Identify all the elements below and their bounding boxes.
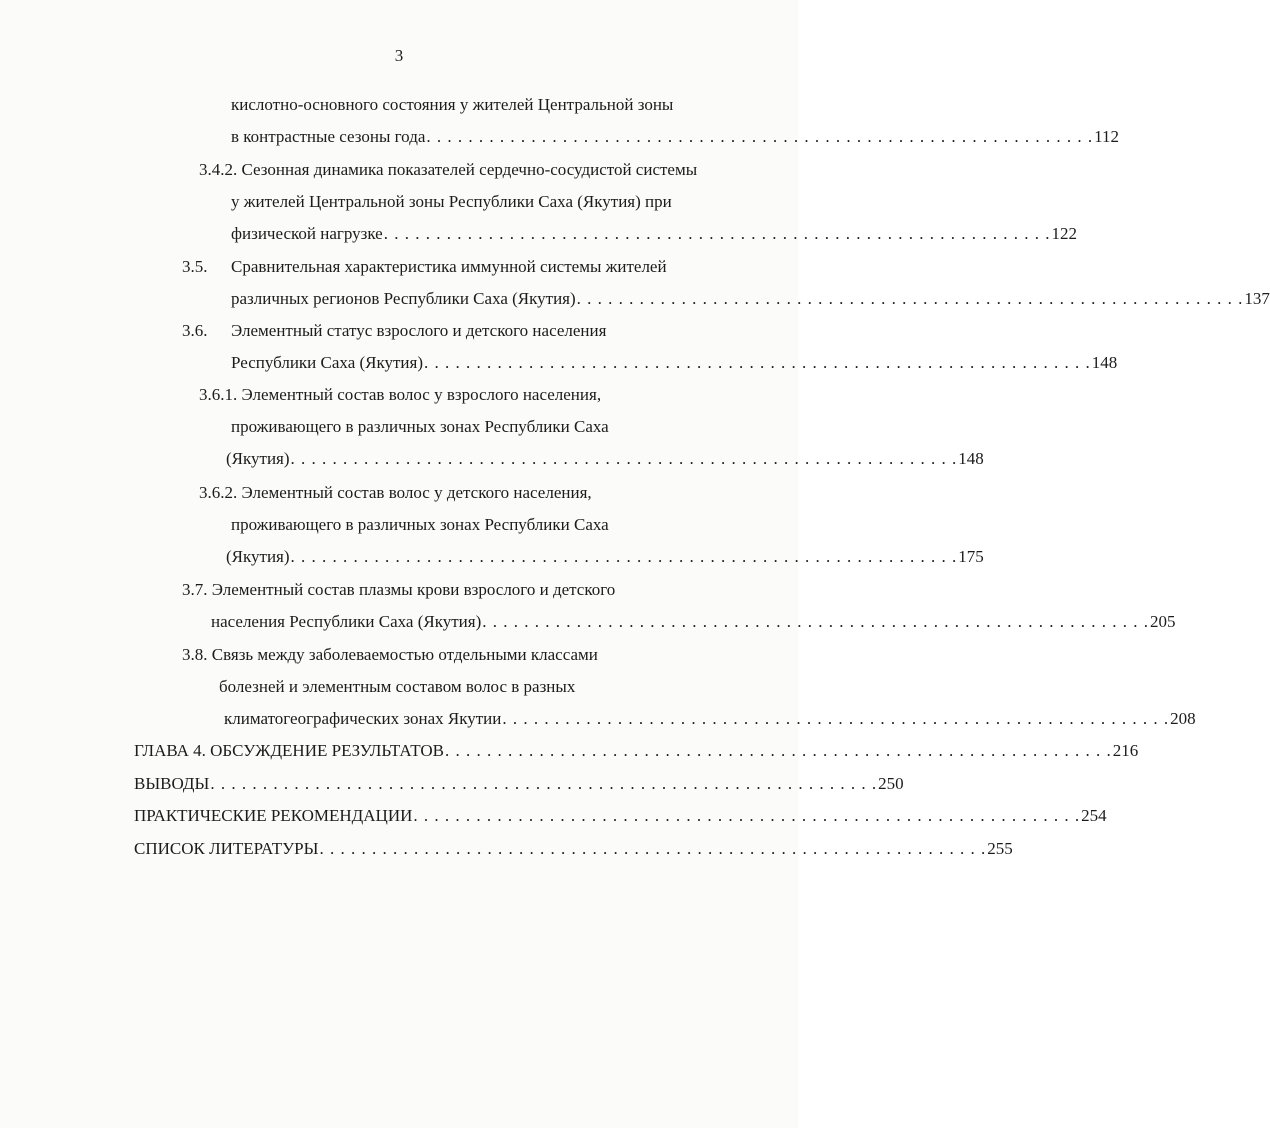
toc-entry-line[interactable] (134, 740, 1139, 762)
toc-page-number: 175 (958, 547, 984, 566)
dot-leader: . . . . . . . . . . . . . . . . . . . . . . . . . . . . . . . . . . . . . . . . . . . . . . . . . . . . . . . . . . . . . . . . (210, 774, 878, 793)
toc-entry-line: болезней и элементным составом волос в разных (219, 677, 576, 696)
dot-leader: . . . . . . . . . . . . . . . . . . . . . . . . . . . . . . . . . . . . . . . . . . . . . . . . . . . . . . . . . . . . . . . . (383, 224, 1051, 243)
toc-entry-line: проживающего в различных зонах Республики Саха (231, 515, 609, 534)
toc-page-number: 205 (1150, 612, 1176, 631)
dot-leader: . . . . . . . . . . . . . . . . . . . . . . . . . . . . . . . . . . . . . . . . . . . . . . . . . . . . . . . . . . . . . . . . (445, 741, 1112, 760)
toc-entry-line[interactable]: 3.6.2. Элементный состав волос у детского населения, (199, 483, 592, 502)
toc-entry-line[interactable] (231, 223, 1077, 245)
toc-section-number: 3.5. (182, 257, 208, 276)
toc-page-number: 208 (1170, 709, 1196, 728)
toc-entry-title: ГЛАВА 4. ОБСУЖДЕНИЕ РЕЗУЛЬТАТОВ (134, 741, 444, 760)
toc-page-number: 148 (958, 449, 984, 468)
toc-entry-line[interactable]: 3.8. Связь между заболеваемостью отдельными классами (182, 645, 598, 664)
dot-leader: . . . . . . . . . . . . . . . . . . . . . . . . . . . . . . . . . . . . . . . . . . . . . . . . . . . . . . . . . . . . . . . . (319, 839, 987, 858)
toc-page-number: 122 (1051, 224, 1077, 243)
toc-entry-title: (Якутия) (226, 449, 290, 468)
dot-leader: . . . . . . . . . . . . . . . . . . . . . . . . . . . . . . . . . . . . . . . . . . . . . . . . . . . . . . . . . . . . . . . . (482, 612, 1149, 631)
toc-page-number: 137 (1244, 289, 1270, 308)
toc-entry-title: СПИСОК ЛИТЕРАТУРЫ (134, 839, 319, 858)
dot-leader: . . . . . . . . . . . . . . . . . . . . . . . . . . . . . . . . . . . . . . . . . . . . . . . . . . . . . . . . . . . . . . . . (576, 289, 1244, 308)
toc-entry-title: населения Республики Саха (Якутия) (211, 612, 482, 631)
toc-entry-title: Республики Саха (Якутия) (231, 353, 424, 372)
dot-leader: . . . . . . . . . . . . . . . . . . . . . . . . . . . . . . . . . . . . . . . . . . . . . . . . . . . . . . . . . . . . . . . . (502, 709, 1170, 728)
dot-leader: . . . . . . . . . . . . . . . . . . . . . . . . . . . . . . . . . . . . . . . . . . . . . . . . . . . . . . . . . . . . . . . . (413, 806, 1081, 825)
toc-entry-line[interactable] (224, 708, 1196, 730)
toc-entry-title: различных регионов Республики Саха (Якутия) (231, 289, 576, 308)
toc-entry-line[interactable] (134, 805, 1107, 827)
dot-leader: . . . . . . . . . . . . . . . . . . . . . . . . . . . . . . . . . . . . . . . . . . . . . . . . . . . . . . . . . . . . . . . . (290, 449, 958, 468)
toc-entry-title: ПРАКТИЧЕСКИЕ РЕКОМЕНДАЦИИ (134, 806, 413, 825)
toc-page-number: 216 (1112, 741, 1139, 760)
toc-entry-line[interactable] (134, 838, 1013, 860)
dot-leader: . . . . . . . . . . . . . . . . . . . . . . . . . . . . . . . . . . . . . . . . . . . . . . . . . . . . . . . . . . . . . . . . (290, 547, 958, 566)
toc-entry-line[interactable] (231, 126, 1120, 148)
toc-entry-line[interactable] (134, 773, 904, 795)
toc-entry-title: климатогеографических зонах Якутии (224, 709, 502, 728)
toc-entry-line: проживающего в различных зонах Республики Саха (231, 417, 609, 436)
toc-entry-title: Сравнительная характеристика иммунной системы жителей (231, 257, 667, 276)
toc-page-number: 148 (1091, 353, 1118, 372)
toc-entry-line[interactable] (211, 611, 1176, 633)
toc-section-number: 3.6. (182, 321, 208, 340)
toc-entry-line[interactable] (226, 448, 984, 470)
toc-entry-title: ВЫВОДЫ (134, 774, 210, 793)
dot-leader: . . . . . . . . . . . . . . . . . . . . . . . . . . . . . . . . . . . . . . . . . . . . . . . . . . . . . . . . . . . . . . . . (426, 127, 1094, 146)
page-number: 3 (394, 46, 404, 65)
toc-page-number: 250 (878, 774, 904, 793)
toc-entry-line[interactable]: 3.7. Элементный состав плазмы крови взрослого и детского (182, 580, 616, 599)
toc-entry-line[interactable] (182, 256, 667, 278)
toc-entry-line[interactable]: 3.4.2. Сезонная динамика показателей сердечно-сосудистой системы (199, 160, 698, 179)
dot-leader: . . . . . . . . . . . . . . . . . . . . . . . . . . . . . . . . . . . . . . . . . . . . . . . . . . . . . . . . . . . . . . . . (424, 353, 1091, 372)
toc-entry-line[interactable] (231, 352, 1118, 374)
toc-page-number: 254 (1081, 806, 1107, 825)
toc-entry-line: кислотно-основного состояния у жителей Центральной зоны (231, 95, 674, 114)
toc-entry-title: Элементный статус взрослого и детского населения (231, 321, 607, 340)
toc-entry-line: у жителей Центральной зоны Республики Саха (Якутия) при (231, 192, 672, 211)
toc-entry-line[interactable] (182, 320, 606, 342)
toc-entry-title: в контрастные сезоны года (231, 127, 426, 146)
toc-entry-line[interactable]: 3.6.1. Элементный состав волос у взрослого населения, (199, 385, 602, 404)
toc-page-number: 112 (1094, 127, 1120, 146)
toc-entry-line[interactable] (231, 288, 1270, 310)
toc-entry-line[interactable] (226, 546, 984, 568)
toc-page-number: 255 (987, 839, 1013, 858)
toc-entry-title: физической нагрузке (231, 224, 383, 243)
toc-entry-title: (Якутия) (226, 547, 290, 566)
